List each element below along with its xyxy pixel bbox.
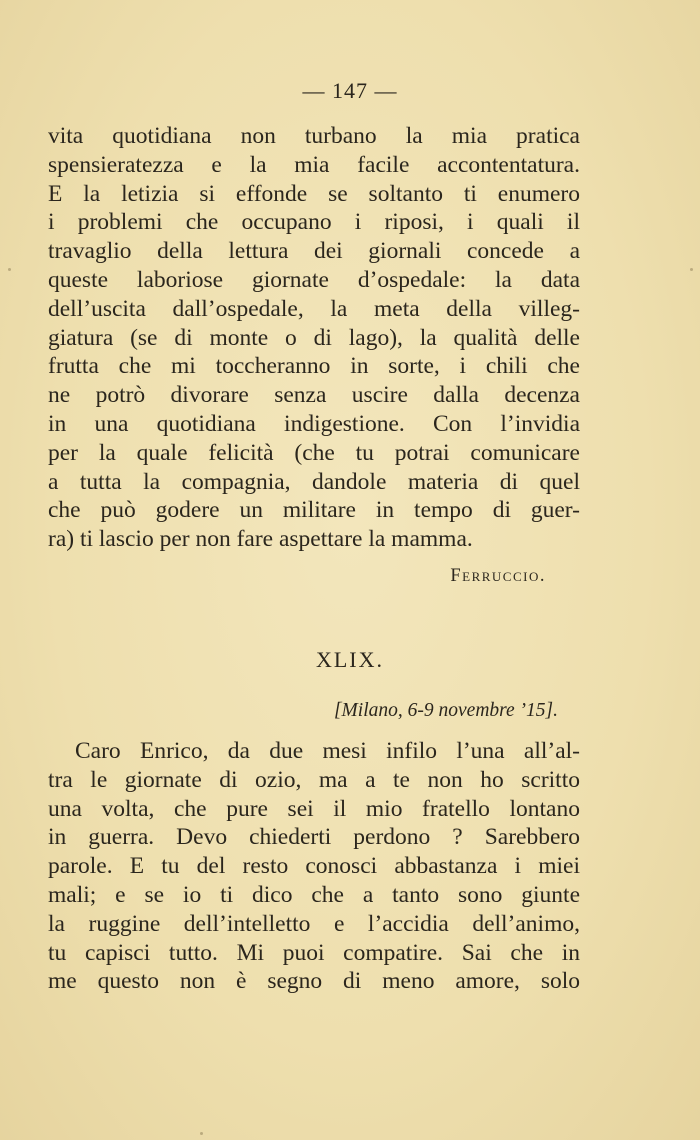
- text-line: per la quale felicità (che tu potrai comunicare: [48, 439, 580, 466]
- text-line: vita quotidiana non turbano la mia pratica: [48, 123, 580, 149]
- page-number: — 147 —: [302, 78, 398, 103]
- text-line: ne potrò divorare senza uscire dalla decenza: [48, 382, 580, 409]
- paper-speck: [8, 268, 11, 271]
- text-line: tra le giornate di ozio, ma a te non ho scritto: [48, 766, 580, 793]
- text-line: travaglio della lettura dei giornali concede a: [48, 238, 580, 265]
- text-line: frutta che mi toccheranno in sorte, i chili che: [48, 353, 580, 380]
- text-line: ra) ti lascio per non fare aspettare la mamma.: [48, 526, 473, 553]
- paper-speck: [690, 268, 693, 271]
- letter-heading: XLIX.: [315, 647, 385, 672]
- letter-text-1: [48, 122, 580, 554]
- paper-speck: [200, 1132, 203, 1135]
- text-line: me questo non è segno di meno amore, solo: [48, 968, 580, 995]
- text-line: giatura (se di monte o di lago), la qualità delle: [48, 324, 580, 351]
- text-line: che può godere un militare in tempo di guer-: [48, 497, 580, 524]
- text-line: dell’uscita dall’ospedale, la meta della villeg-: [48, 295, 580, 322]
- text-line: Caro Enrico, da due mesi infilo l’una all’al-: [75, 738, 580, 764]
- text-line: spensieratezza e la mia facile accontentatura.: [48, 151, 580, 178]
- text-line: E la letizia si effonde se soltanto ti enumero: [48, 180, 580, 207]
- text-line: queste laboriose giornate d’ospedale: la data: [48, 266, 580, 293]
- letter-text-2: [48, 737, 580, 996]
- text-line: in una quotidiana indigestione. Con l’invidia: [48, 410, 580, 437]
- signature: Ferruccio.: [450, 566, 546, 586]
- text-line: parole. E tu del resto conosci abbastanza i miei: [48, 853, 580, 880]
- dateline: [Milano, 6-9 novembre ’15].: [333, 700, 558, 721]
- text-line: mali; e se io ti dico che a tanto sono giunte: [48, 881, 580, 908]
- text-line: in guerra. Devo chiederti perdono ? Sarebbero: [48, 824, 580, 851]
- text-line: tu capisci tutto. Mi puoi compatire. Sai che in: [48, 939, 580, 966]
- text-line: i problemi che occupano i riposi, i quali il: [48, 209, 580, 236]
- text-line: la ruggine dell’intelletto e l’accidia dell’animo,: [48, 910, 580, 937]
- text-line: una volta, che pure sei il mio fratello lontano: [48, 795, 580, 822]
- text-line: a tutta la compagnia, dandole materia di quel: [48, 468, 580, 495]
